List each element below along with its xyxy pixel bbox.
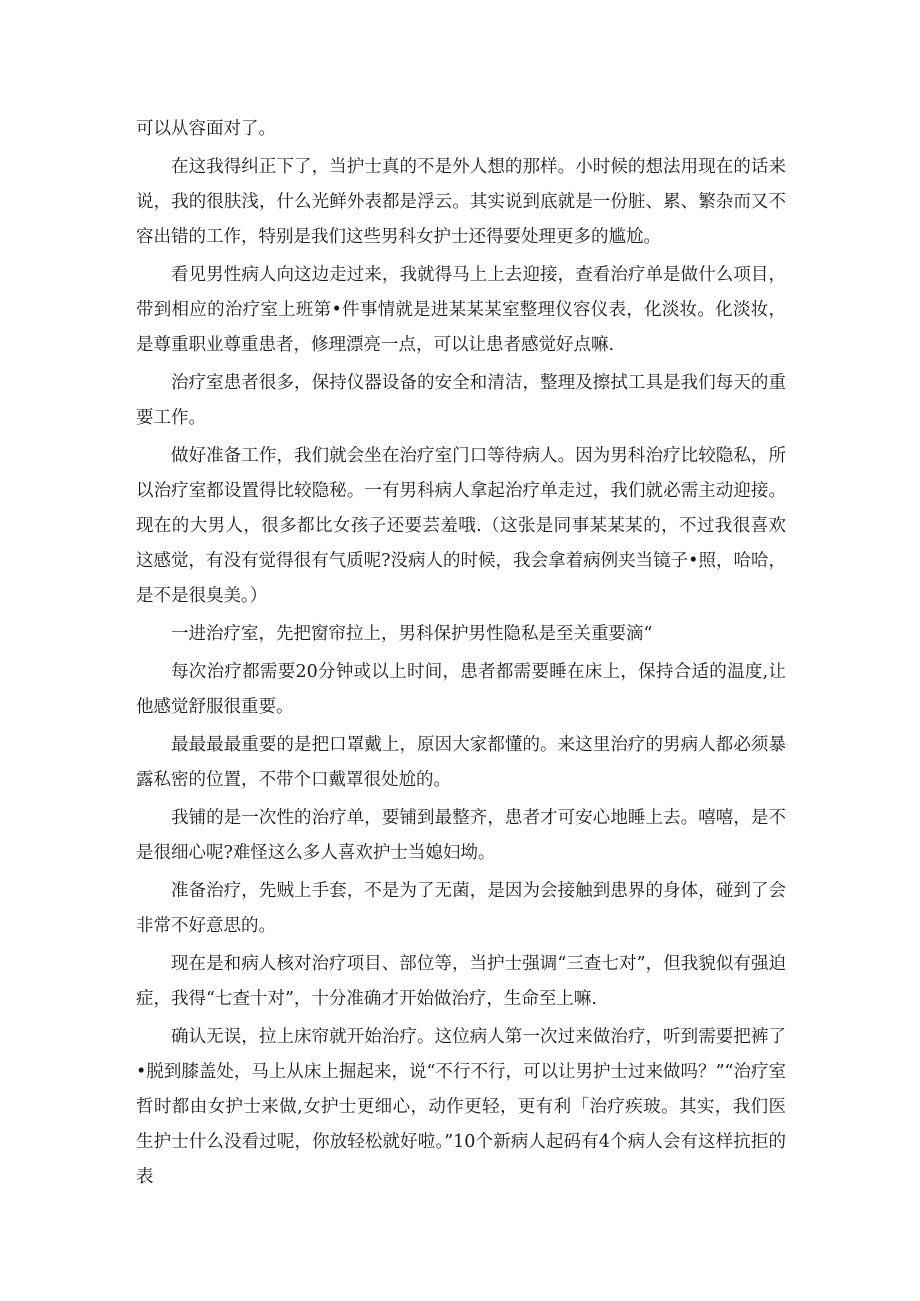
body-text	[136, 112, 786, 1195]
paragraph-8: 最最最最重要的是把口罩戴上，原因大家都懂的。来这里治疗的男病人都必须暴露私密的位置，不带个口戴罩很处尬的。	[136, 735, 786, 790]
paragraph-11: 现在是和病人核对治疗项目、部位等，当护士强调“三查七对”，但我貌似有强迫症，我得“七查十对”，十分准确才开始做治疗，生命至上嘛.	[136, 954, 786, 1009]
paragraph-7: 每次治疗都需要20分钟或以上时间，患者都需要睡在床上，保持合适的温度,让他感觉舒服很重要。	[136, 662, 786, 717]
paragraph-10: 准备治疗，先贼上手套，不是为了无菌，是因为会接触到患界的身体，碰到了会非常不好意思的。	[136, 881, 786, 936]
paragraph-6: 一进治疗室，先把窗帘拉上，男科保护男性隐私是至关重要滴“	[171, 624, 653, 644]
paragraph-3: 看见男性病人向这边走过来，我就得马上上去迎接，查看治疗单是做什么项目，带到相应的治疗室上班第•件事情就是进某某某室整理仪容仪表，化淡妆。化淡妆，是尊重职业尊重患者，修理漂亮一点，可以让患者感觉好点嘛.	[136, 265, 786, 355]
paragraph-5: 做好准备工作，我们就会坐在治疗室门口等待病人。因为男科治疗比较隐私，所以治疗室都设置得比较隐秘。一有男科病人拿起治疗单走过，我们就必需主动迎接。现在的大男人，很多都比女孩子还要芸羞哦.（这张是同事某某某的，不过我很喜欢这感觉，有没有觉得很有气质呢?没病人的时候，我会拿着病例夹当镜子•照，哈哈，是不是很臭美。）	[136, 446, 786, 606]
paragraph-2: 在这我得纠正下了，当护士真的不是外人想的那样。小时候的想法用现在的话来说，我的很肤浅，什么光鲜外表都是浮云。其实说到底就是一份脏、累、繁杂而又不容出错的工作，特别是我们这些男科女护士还得要处理更多的尴尬。	[136, 157, 786, 247]
paragraph-9: 我铺的是一次性的治疗单，要铺到最整齐，患者才可安心地睡上去。嘻嘻，是不是很细心呢?难怪这么多人喜欢护士当媳妇坳。	[136, 808, 786, 863]
paragraph-12: 确认无误，拉上床帘就开始治疗。这位病人第一次过来做治疗，听到需要把裤了•脱到膝盖处，马上从床上掘起来，说“不行不行，可以让男护士过来做吗？”“治疗室哲时都由女护士来做,女护士更细心，动作更轻，更有利「治疗疾玻。其实，我们医生护士什么没看过呢，你放轻松就好啦。”10个新病人起码有4个病人会有这样抗拒的表	[136, 1027, 786, 1187]
paragraph-4: 治疗室患者很多，保持仪器设备的安全和清洁，整理及擦拭工具是我们每天的重要工作。	[136, 373, 786, 428]
paragraph-1: 可以从容面对了。	[136, 119, 276, 139]
